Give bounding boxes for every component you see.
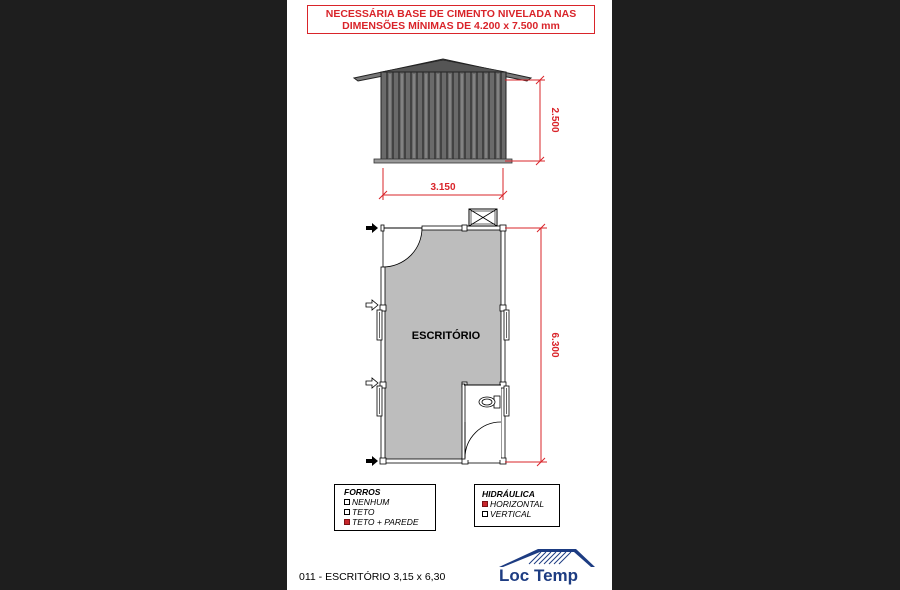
height-dimension xyxy=(505,76,545,165)
notice-line-1: NECESSÁRIA BASE DE CIMENTO NIVELADA NAS xyxy=(325,8,577,20)
notice-line-2: DIMENSÕES MÍNIMAS DE 4.200 x 7.500 mm xyxy=(342,20,560,32)
checkbox-checked-icon xyxy=(344,519,350,525)
length-label: 6.300 xyxy=(549,332,560,358)
arrow-icons xyxy=(366,223,378,466)
checkbox-icon xyxy=(344,499,350,505)
checkbox-icon xyxy=(482,511,488,517)
legend-forros-item xyxy=(344,507,435,517)
checkbox-icon xyxy=(344,509,350,515)
drawing-caption: 011 - ESCRITÓRIO 3,15 x 6,30 xyxy=(299,571,446,583)
brand-logo-text: Loc Temp xyxy=(499,566,579,585)
arrow-right-icon xyxy=(366,300,378,310)
legend-hidraulica-item xyxy=(482,499,559,509)
arrow-right-icon xyxy=(366,456,378,466)
arrow-right-icon xyxy=(366,223,378,233)
checkbox-checked-icon xyxy=(482,501,488,507)
legend-forros-title: FORROS xyxy=(344,487,381,497)
arrow-right-icon xyxy=(366,378,378,388)
room-label: ESCRITÓRIO xyxy=(411,330,481,342)
legend-forros-label: TETO + PAREDE xyxy=(352,517,419,527)
legend-hidraulica-title: HIDRÁULICA xyxy=(482,489,535,499)
legend-hidraulica xyxy=(474,484,560,527)
width-label: 3.150 xyxy=(430,182,456,193)
legend-hidraulica-item xyxy=(482,509,559,519)
length-dimension xyxy=(505,224,547,466)
legend-hidraulica-label: HORIZONTAL xyxy=(490,499,545,509)
legend-forros-label: NENHUM xyxy=(352,497,390,507)
legend-forros xyxy=(334,484,436,531)
legend-forros-item xyxy=(344,497,435,507)
legend-forros-label: TETO xyxy=(352,507,375,517)
height-label: 2.500 xyxy=(549,107,560,133)
front-elevation xyxy=(354,59,531,163)
legend-forros-item xyxy=(344,517,435,527)
brand-roof-icon xyxy=(499,549,595,567)
legend-hidraulica-label: VERTICAL xyxy=(490,509,532,519)
toilet-icon xyxy=(479,396,500,408)
